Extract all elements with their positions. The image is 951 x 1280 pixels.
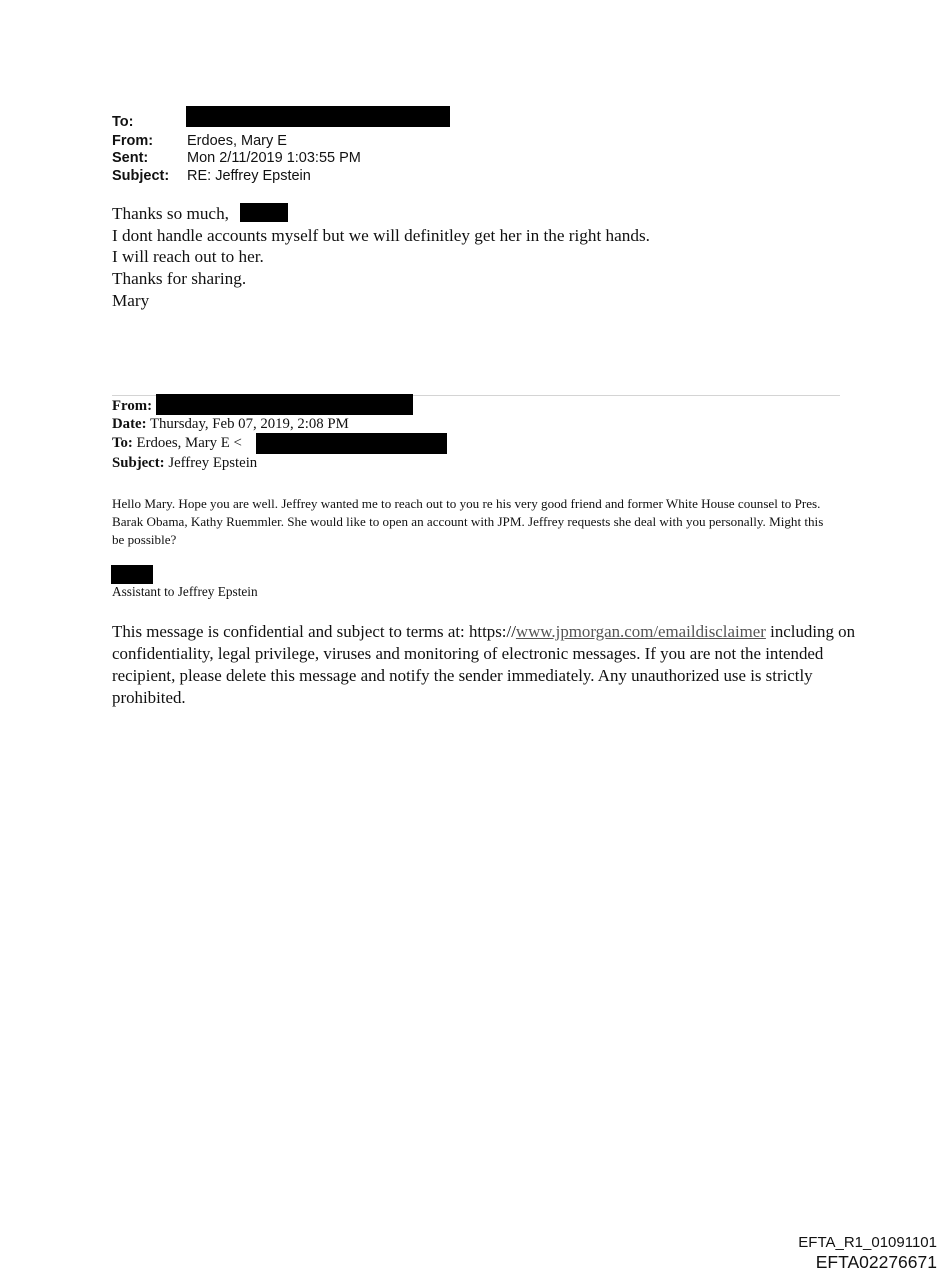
disclaimer-prefix: This message is confidential and subject to terms at: https:// bbox=[112, 622, 516, 641]
legal-disclaimer bbox=[112, 621, 857, 709]
redaction-block bbox=[240, 203, 288, 222]
header-from-label: From: bbox=[112, 133, 154, 149]
reply-line: Thanks for sharing. bbox=[112, 269, 247, 288]
forwarded-subject-label: Subject: bbox=[112, 455, 165, 471]
original-message-body: Hello Mary. Hope you are well. Jeffrey wanted me to reach out to you re his very good friend and former White House counsel to Pres. Barak Obama, Kathy Ruemmler. She would like to open an account with JPM. Jeffrey requests she deal with you personally. Might this be possible? bbox=[112, 496, 824, 547]
redaction-block bbox=[256, 433, 447, 454]
redaction-block bbox=[186, 106, 450, 127]
forwarded-to-value: Erdoes, Mary E < bbox=[136, 435, 242, 451]
forwarded-date-value: Thursday, Feb 07, 2019, 2:08 PM bbox=[149, 416, 349, 432]
header-subject-value: RE: Jeffrey Epstein bbox=[187, 168, 311, 184]
header-to-label: To: bbox=[112, 114, 134, 130]
bates-number-secondary: EFTA02276671 bbox=[815, 1252, 937, 1272]
header-from-value: Erdoes, Mary E bbox=[187, 133, 287, 149]
redaction-block bbox=[156, 394, 413, 415]
disclaimer-suffix: including on confidentiality, legal privilege, viruses and monitoring of electronic messages. If you are not the intended recipient, please delete this message and notify the sender immediately. Any unauthorized use is strictly prohibited. bbox=[112, 622, 856, 707]
header-sent-value: Mon 2/11/2019 1:03:55 PM bbox=[187, 150, 361, 166]
forwarded-from-row bbox=[112, 397, 152, 416]
forwarded-to-label: To: bbox=[112, 435, 133, 451]
forwarded-date-row bbox=[112, 415, 349, 434]
redaction-block bbox=[111, 565, 153, 584]
disclaimer-link[interactable]: www.jpmorgan.com/emaildisclaimer bbox=[515, 622, 766, 641]
header-subject-label: Subject: bbox=[112, 168, 170, 184]
original-signature-title: Assistant to Jeffrey Epstein bbox=[112, 584, 258, 599]
header-sent-label: Sent: bbox=[112, 150, 149, 166]
reply-greeting-prefix: Thanks so much, bbox=[112, 204, 229, 223]
reply-line: I dont handle accounts myself but we will definitley get her in the right hands. bbox=[112, 226, 650, 245]
forwarded-date-label: Date: bbox=[112, 416, 147, 432]
forwarded-from-label: From: bbox=[112, 398, 152, 414]
bates-number-primary: EFTA_R1_01091101 bbox=[798, 1234, 937, 1251]
forwarded-subject-row bbox=[112, 454, 257, 473]
forwarded-subject-value: Jeffrey Epstein bbox=[168, 455, 258, 471]
reply-line: I will reach out to her. bbox=[112, 247, 264, 266]
reply-signature: Mary bbox=[112, 291, 150, 310]
